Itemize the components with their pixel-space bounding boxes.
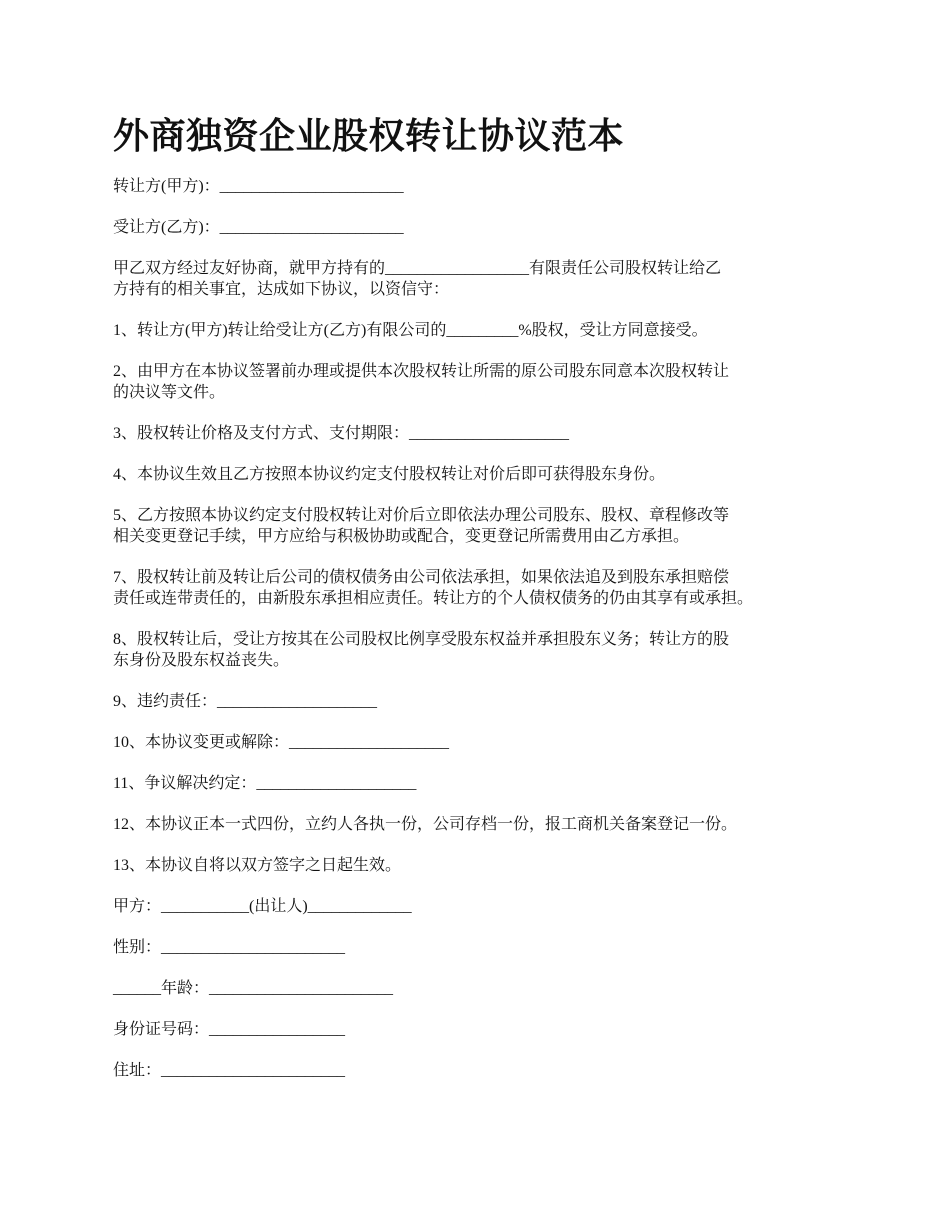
clause-12: 12、本协议正本一式四份，立约人各执一份，公司存档一份，报工商机关备案登记一份。 xyxy=(113,816,738,833)
clause-11: 11、争议解决约定：____________________ xyxy=(113,775,417,792)
id-number-line: 身份证号码：_________________ xyxy=(113,1021,346,1038)
document-page xyxy=(113,108,843,1101)
clause-2: 2、由甲方在本协议签署前办理或提供本次股权转让所需的原公司股东同意本次股权转让 的决议等文件。 xyxy=(113,363,730,401)
age-line: ______年龄：_______________________ xyxy=(113,980,394,997)
clause-4: 4、本协议生效且乙方按照本协议约定支付股权转让对价后即可获得股东身份。 xyxy=(113,466,666,483)
preamble-paragraph: 甲乙双方经过友好协商，就甲方持有的__________________有限责任公司股权转让给乙 方持有的相关事宜，达成如下协议，以资信守： xyxy=(113,260,722,298)
clause-13: 13、本协议自将以双方签字之日起生效。 xyxy=(113,857,402,874)
clause-9: 9、违约责任：____________________ xyxy=(113,693,378,710)
transferee-line: 受让方(乙方)：_______________________ xyxy=(113,219,404,236)
clause-10: 10、本协议变更或解除：____________________ xyxy=(113,734,450,751)
transferor-line: 转让方(甲方)：_______________________ xyxy=(113,178,404,195)
clause-8: 8、股权转让后，受让方按其在公司股权比例享受股东权益并承担股东义务；转让方的股 东身份及股东权益丧失。 xyxy=(113,631,730,669)
clause-5: 5、乙方按照本协议约定支付股权转让对价后立即依法办理公司股东、股权、章程修改等 相关变更登记手续，甲方应给与积极协助或配合，变更登记所需费用由乙方承担。 xyxy=(113,507,730,545)
clause-7: 7、股权转让前及转让后公司的债权债务由公司依法承担，如果依法追及到股东承担赔偿 责任或连带责任的，由新股东承担相应责任。转让方的个人债权债务的仍由其享有或承担。 xyxy=(113,569,754,607)
address-line: 住址：_______________________ xyxy=(113,1062,346,1079)
clause-1: 1、转让方(甲方)转让给受让方(乙方)有限公司的_________%股权，受让方同意接受。 xyxy=(113,322,708,339)
clause-3: 3、股权转让价格及支付方式、支付期限：____________________ xyxy=(113,425,570,442)
party-a-signature-line: 甲方：___________(出让人)_____________ xyxy=(113,898,412,915)
document-title: 外商独资企业股权转让协议范本 xyxy=(113,116,625,156)
gender-line: 性别：_______________________ xyxy=(113,939,346,956)
